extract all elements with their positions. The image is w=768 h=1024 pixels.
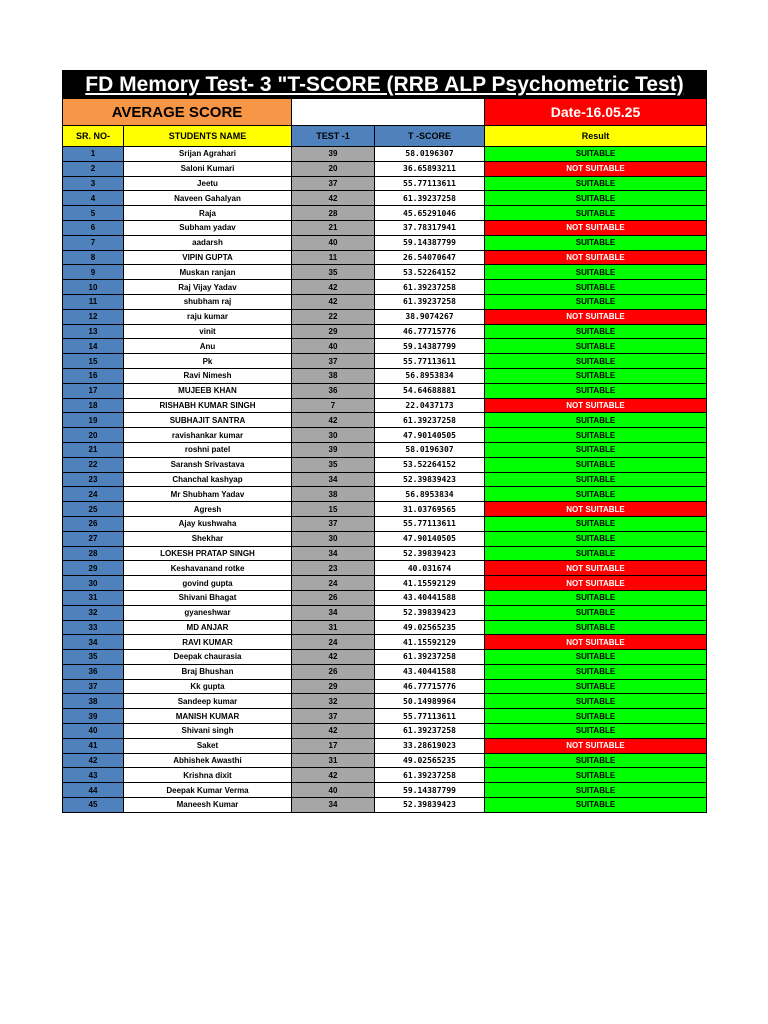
result-cell: NOT SUITABLE	[485, 309, 707, 324]
sr-no-cell: 37	[63, 679, 124, 694]
t-score-cell: 43.40441588	[375, 664, 485, 679]
sr-no-cell: 25	[63, 502, 124, 517]
sr-no-cell: 10	[63, 280, 124, 295]
sr-no-cell: 5	[63, 206, 124, 221]
sr-no-cell: 29	[63, 561, 124, 576]
table-row	[63, 457, 707, 472]
table-row	[63, 176, 707, 191]
table-row	[63, 280, 707, 295]
header-test-1: TEST -1	[292, 126, 375, 147]
test-score-cell: 39	[292, 147, 375, 162]
result-cell: NOT SUITABLE	[485, 250, 707, 265]
sr-no-cell: 30	[63, 576, 124, 591]
result-cell: SUITABLE	[485, 428, 707, 443]
t-score-cell: 31.03769565	[375, 502, 485, 517]
average-score-value	[292, 99, 485, 126]
student-name-cell: Raja	[124, 206, 292, 221]
table-row	[63, 354, 707, 369]
table-row	[63, 546, 707, 561]
test-score-cell: 42	[292, 191, 375, 206]
test-score-cell: 42	[292, 294, 375, 309]
result-cell: SUITABLE	[485, 724, 707, 739]
result-cell: SUITABLE	[485, 650, 707, 665]
t-score-cell: 53.52264152	[375, 265, 485, 280]
test-score-cell: 37	[292, 516, 375, 531]
title-row	[63, 71, 707, 99]
result-cell: SUITABLE	[485, 176, 707, 191]
table-row	[63, 368, 707, 383]
student-name-cell: Srijan Agrahari	[124, 147, 292, 162]
test-score-cell: 23	[292, 561, 375, 576]
result-cell: NOT SUITABLE	[485, 561, 707, 576]
t-score-cell: 61.39237258	[375, 650, 485, 665]
header-sr-no: SR. NO-	[63, 126, 124, 147]
test-score-cell: 34	[292, 798, 375, 813]
sr-no-cell: 38	[63, 694, 124, 709]
sr-no-cell: 16	[63, 368, 124, 383]
student-name-cell: Deepak Kumar Verma	[124, 783, 292, 798]
t-score-cell: 61.39237258	[375, 768, 485, 783]
result-cell: NOT SUITABLE	[485, 738, 707, 753]
sr-no-cell: 2	[63, 161, 124, 176]
t-score-cell: 49.02565235	[375, 620, 485, 635]
test-score-cell: 35	[292, 265, 375, 280]
result-cell: SUITABLE	[485, 783, 707, 798]
table-row	[63, 339, 707, 354]
result-cell: SUITABLE	[485, 457, 707, 472]
sr-no-cell: 19	[63, 413, 124, 428]
t-score-cell: 59.14387799	[375, 783, 485, 798]
student-name-cell: ravishankar kumar	[124, 428, 292, 443]
sr-no-cell: 36	[63, 664, 124, 679]
student-name-cell: Agresh	[124, 502, 292, 517]
table-row	[63, 798, 707, 813]
student-name-cell: Braj Bhushan	[124, 664, 292, 679]
student-name-cell: Anu	[124, 339, 292, 354]
result-cell: SUITABLE	[485, 324, 707, 339]
student-name-cell: MUJEEB KHAN	[124, 383, 292, 398]
test-score-cell: 26	[292, 664, 375, 679]
t-score-cell: 55.77113611	[375, 354, 485, 369]
student-name-cell: RAVI KUMAR	[124, 635, 292, 650]
sr-no-cell: 28	[63, 546, 124, 561]
test-score-cell: 32	[292, 694, 375, 709]
sr-no-cell: 12	[63, 309, 124, 324]
test-score-cell: 7	[292, 398, 375, 413]
table-row	[63, 398, 707, 413]
score-table	[62, 70, 707, 813]
t-score-cell: 58.0196307	[375, 442, 485, 457]
student-name-cell: VIPIN GUPTA	[124, 250, 292, 265]
student-name-cell: Kk gupta	[124, 679, 292, 694]
test-score-cell: 20	[292, 161, 375, 176]
table-row	[63, 220, 707, 235]
result-cell: SUITABLE	[485, 472, 707, 487]
student-name-cell: raju kumar	[124, 309, 292, 324]
table-row	[63, 724, 707, 739]
sr-no-cell: 20	[63, 428, 124, 443]
result-cell: SUITABLE	[485, 664, 707, 679]
result-cell: SUITABLE	[485, 191, 707, 206]
test-score-cell: 22	[292, 309, 375, 324]
sr-no-cell: 4	[63, 191, 124, 206]
table-row	[63, 783, 707, 798]
table-row	[63, 147, 707, 162]
result-cell: SUITABLE	[485, 694, 707, 709]
student-name-cell: Sandeep kumar	[124, 694, 292, 709]
table-row	[63, 324, 707, 339]
test-score-cell: 34	[292, 472, 375, 487]
sr-no-cell: 17	[63, 383, 124, 398]
result-cell: SUITABLE	[485, 280, 707, 295]
table-row	[63, 487, 707, 502]
student-name-cell: vinit	[124, 324, 292, 339]
t-score-cell: 61.39237258	[375, 724, 485, 739]
test-score-cell: 37	[292, 176, 375, 191]
result-cell: SUITABLE	[485, 235, 707, 250]
t-score-cell: 49.02565235	[375, 753, 485, 768]
sr-no-cell: 40	[63, 724, 124, 739]
t-score-cell: 52.39839423	[375, 546, 485, 561]
student-name-cell: Naveen Gahalyan	[124, 191, 292, 206]
header-result: Result	[485, 126, 707, 147]
sr-no-cell: 41	[63, 738, 124, 753]
result-cell: SUITABLE	[485, 590, 707, 605]
table-row	[63, 664, 707, 679]
sr-no-cell: 31	[63, 590, 124, 605]
test-score-cell: 21	[292, 220, 375, 235]
t-score-cell: 46.77715776	[375, 679, 485, 694]
table-row	[63, 383, 707, 398]
t-score-cell: 37.78317941	[375, 220, 485, 235]
sr-no-cell: 14	[63, 339, 124, 354]
t-score-cell: 47.90140505	[375, 428, 485, 443]
sr-no-cell: 3	[63, 176, 124, 191]
test-score-cell: 38	[292, 368, 375, 383]
student-name-cell: Keshavanand rotke	[124, 561, 292, 576]
sr-no-cell: 26	[63, 516, 124, 531]
test-score-cell: 42	[292, 768, 375, 783]
student-name-cell: Shekhar	[124, 531, 292, 546]
t-score-cell: 41.15592129	[375, 635, 485, 650]
test-score-cell: 17	[292, 738, 375, 753]
table-row	[63, 516, 707, 531]
test-score-cell: 38	[292, 487, 375, 502]
t-score-cell: 61.39237258	[375, 191, 485, 206]
t-score-cell: 58.0196307	[375, 147, 485, 162]
sr-no-cell: 27	[63, 531, 124, 546]
result-cell: SUITABLE	[485, 339, 707, 354]
table-row	[63, 472, 707, 487]
student-name-cell: Subham yadav	[124, 220, 292, 235]
test-score-cell: 28	[292, 206, 375, 221]
test-score-cell: 29	[292, 679, 375, 694]
test-score-cell: 24	[292, 576, 375, 591]
sr-no-cell: 39	[63, 709, 124, 724]
result-cell: SUITABLE	[485, 753, 707, 768]
t-score-cell: 22.0437173	[375, 398, 485, 413]
sr-no-cell: 45	[63, 798, 124, 813]
t-score-cell: 50.14989964	[375, 694, 485, 709]
student-name-cell: Ravi Nimesh	[124, 368, 292, 383]
test-score-cell: 37	[292, 354, 375, 369]
table-row	[63, 709, 707, 724]
t-score-cell: 56.8953834	[375, 487, 485, 502]
student-name-cell: shubham raj	[124, 294, 292, 309]
result-cell: NOT SUITABLE	[485, 635, 707, 650]
test-score-cell: 30	[292, 428, 375, 443]
result-cell: NOT SUITABLE	[485, 161, 707, 176]
t-score-cell: 56.8953834	[375, 368, 485, 383]
result-cell: NOT SUITABLE	[485, 220, 707, 235]
summary-row	[63, 99, 707, 126]
t-score-cell: 52.39839423	[375, 605, 485, 620]
t-score-cell: 52.39839423	[375, 798, 485, 813]
student-name-cell: Deepak chaurasia	[124, 650, 292, 665]
sr-no-cell: 18	[63, 398, 124, 413]
table-row	[63, 635, 707, 650]
table-row	[63, 191, 707, 206]
t-score-cell: 54.64688881	[375, 383, 485, 398]
table-row	[63, 413, 707, 428]
table-row	[63, 250, 707, 265]
t-score-cell: 47.90140505	[375, 531, 485, 546]
result-cell: SUITABLE	[485, 798, 707, 813]
sr-no-cell: 35	[63, 650, 124, 665]
student-name-cell: Muskan ranjan	[124, 265, 292, 280]
t-score-cell: 52.39839423	[375, 472, 485, 487]
t-score-cell: 53.52264152	[375, 457, 485, 472]
test-score-cell: 24	[292, 635, 375, 650]
test-score-cell: 40	[292, 235, 375, 250]
t-score-cell: 41.15592129	[375, 576, 485, 591]
result-cell: SUITABLE	[485, 368, 707, 383]
sr-no-cell: 15	[63, 354, 124, 369]
student-name-cell: Shivani Bhagat	[124, 590, 292, 605]
score-sheet	[62, 70, 706, 813]
t-score-cell: 61.39237258	[375, 413, 485, 428]
sheet-title: FD Memory Test- 3 "T-SCORE (RRB ALP Psychometric Test)	[63, 71, 707, 99]
result-cell: SUITABLE	[485, 206, 707, 221]
student-name-cell: govind gupta	[124, 576, 292, 591]
t-score-cell: 33.28619023	[375, 738, 485, 753]
student-name-cell: SUBHAJIT SANTRA	[124, 413, 292, 428]
student-name-cell: Saket	[124, 738, 292, 753]
student-name-cell: Maneesh Kumar	[124, 798, 292, 813]
sr-no-cell: 7	[63, 235, 124, 250]
student-name-cell: Shivani singh	[124, 724, 292, 739]
result-cell: SUITABLE	[485, 487, 707, 502]
test-score-cell: 31	[292, 753, 375, 768]
table-row	[63, 590, 707, 605]
test-score-cell: 35	[292, 457, 375, 472]
table-row	[63, 620, 707, 635]
result-cell: SUITABLE	[485, 442, 707, 457]
t-score-cell: 61.39237258	[375, 294, 485, 309]
t-score-cell: 45.65291046	[375, 206, 485, 221]
result-cell: SUITABLE	[485, 546, 707, 561]
student-name-cell: Abhishek Awasthi	[124, 753, 292, 768]
student-name-cell: aadarsh	[124, 235, 292, 250]
student-name-cell: MANISH KUMAR	[124, 709, 292, 724]
table-row	[63, 206, 707, 221]
test-score-cell: 29	[292, 324, 375, 339]
student-name-cell: MD ANJAR	[124, 620, 292, 635]
student-name-cell: gyaneshwar	[124, 605, 292, 620]
result-cell: NOT SUITABLE	[485, 502, 707, 517]
sr-no-cell: 34	[63, 635, 124, 650]
result-cell: NOT SUITABLE	[485, 576, 707, 591]
sr-no-cell: 24	[63, 487, 124, 502]
sr-no-cell: 6	[63, 220, 124, 235]
sr-no-cell: 44	[63, 783, 124, 798]
result-cell: SUITABLE	[485, 147, 707, 162]
test-score-cell: 42	[292, 724, 375, 739]
header-row	[63, 126, 707, 147]
average-score-label: AVERAGE SCORE	[63, 99, 292, 126]
result-cell: SUITABLE	[485, 709, 707, 724]
sr-no-cell: 23	[63, 472, 124, 487]
test-score-cell: 37	[292, 709, 375, 724]
test-score-cell: 39	[292, 442, 375, 457]
table-row	[63, 428, 707, 443]
sr-no-cell: 9	[63, 265, 124, 280]
sr-no-cell: 8	[63, 250, 124, 265]
result-cell: SUITABLE	[485, 620, 707, 635]
sr-no-cell: 11	[63, 294, 124, 309]
header-t-score: T -SCORE	[375, 126, 485, 147]
student-name-cell: Ajay kushwaha	[124, 516, 292, 531]
table-row	[63, 679, 707, 694]
test-score-cell: 40	[292, 339, 375, 354]
t-score-cell: 43.40441588	[375, 590, 485, 605]
table-row	[63, 265, 707, 280]
test-score-cell: 15	[292, 502, 375, 517]
sr-no-cell: 13	[63, 324, 124, 339]
table-row	[63, 650, 707, 665]
result-cell: SUITABLE	[485, 265, 707, 280]
t-score-cell: 40.031674	[375, 561, 485, 576]
student-name-cell: Jeetu	[124, 176, 292, 191]
student-name-cell: Mr Shubham Yadav	[124, 487, 292, 502]
student-name-cell: Krishna dixit	[124, 768, 292, 783]
sr-no-cell: 43	[63, 768, 124, 783]
result-cell: SUITABLE	[485, 294, 707, 309]
test-score-cell: 40	[292, 783, 375, 798]
test-score-cell: 26	[292, 590, 375, 605]
test-score-cell: 34	[292, 546, 375, 561]
sr-no-cell: 32	[63, 605, 124, 620]
sr-no-cell: 42	[63, 753, 124, 768]
table-row	[63, 161, 707, 176]
t-score-cell: 26.54070647	[375, 250, 485, 265]
student-name-cell: Saransh Srivastava	[124, 457, 292, 472]
table-row	[63, 294, 707, 309]
table-row	[63, 442, 707, 457]
table-row	[63, 502, 707, 517]
result-cell: NOT SUITABLE	[485, 398, 707, 413]
student-name-cell: Pk	[124, 354, 292, 369]
t-score-cell: 55.77113611	[375, 176, 485, 191]
result-cell: SUITABLE	[485, 413, 707, 428]
table-row	[63, 309, 707, 324]
test-score-cell: 36	[292, 383, 375, 398]
t-score-cell: 36.65893211	[375, 161, 485, 176]
t-score-cell: 59.14387799	[375, 339, 485, 354]
table-row	[63, 694, 707, 709]
table-row	[63, 605, 707, 620]
test-score-cell: 42	[292, 413, 375, 428]
result-cell: SUITABLE	[485, 531, 707, 546]
table-row	[63, 235, 707, 250]
table-row	[63, 738, 707, 753]
test-score-cell: 30	[292, 531, 375, 546]
t-score-cell: 38.9074267	[375, 309, 485, 324]
date-label: Date-16.05.25	[485, 99, 707, 126]
test-score-cell: 42	[292, 650, 375, 665]
t-score-cell: 55.77113611	[375, 516, 485, 531]
t-score-cell: 61.39237258	[375, 280, 485, 295]
test-score-cell: 34	[292, 605, 375, 620]
sr-no-cell: 1	[63, 147, 124, 162]
test-score-cell: 31	[292, 620, 375, 635]
t-score-cell: 59.14387799	[375, 235, 485, 250]
student-name-cell: Saloni Kumari	[124, 161, 292, 176]
student-name-cell: Raj Vijay Yadav	[124, 280, 292, 295]
result-cell: SUITABLE	[485, 383, 707, 398]
t-score-cell: 46.77715776	[375, 324, 485, 339]
student-name-cell: roshni patel	[124, 442, 292, 457]
test-score-cell: 11	[292, 250, 375, 265]
table-row	[63, 768, 707, 783]
table-row	[63, 753, 707, 768]
result-cell: SUITABLE	[485, 516, 707, 531]
test-score-cell: 42	[292, 280, 375, 295]
result-cell: SUITABLE	[485, 605, 707, 620]
result-cell: SUITABLE	[485, 768, 707, 783]
result-cell: SUITABLE	[485, 679, 707, 694]
sr-no-cell: 21	[63, 442, 124, 457]
t-score-cell: 55.77113611	[375, 709, 485, 724]
student-name-cell: Chanchal kashyap	[124, 472, 292, 487]
header-student-name: STUDENTS NAME	[124, 126, 292, 147]
result-cell: SUITABLE	[485, 354, 707, 369]
table-row	[63, 531, 707, 546]
table-row	[63, 561, 707, 576]
table-row	[63, 576, 707, 591]
student-name-cell: RISHABH KUMAR SINGH	[124, 398, 292, 413]
student-name-cell: LOKESH PRATAP SINGH	[124, 546, 292, 561]
sr-no-cell: 33	[63, 620, 124, 635]
sr-no-cell: 22	[63, 457, 124, 472]
